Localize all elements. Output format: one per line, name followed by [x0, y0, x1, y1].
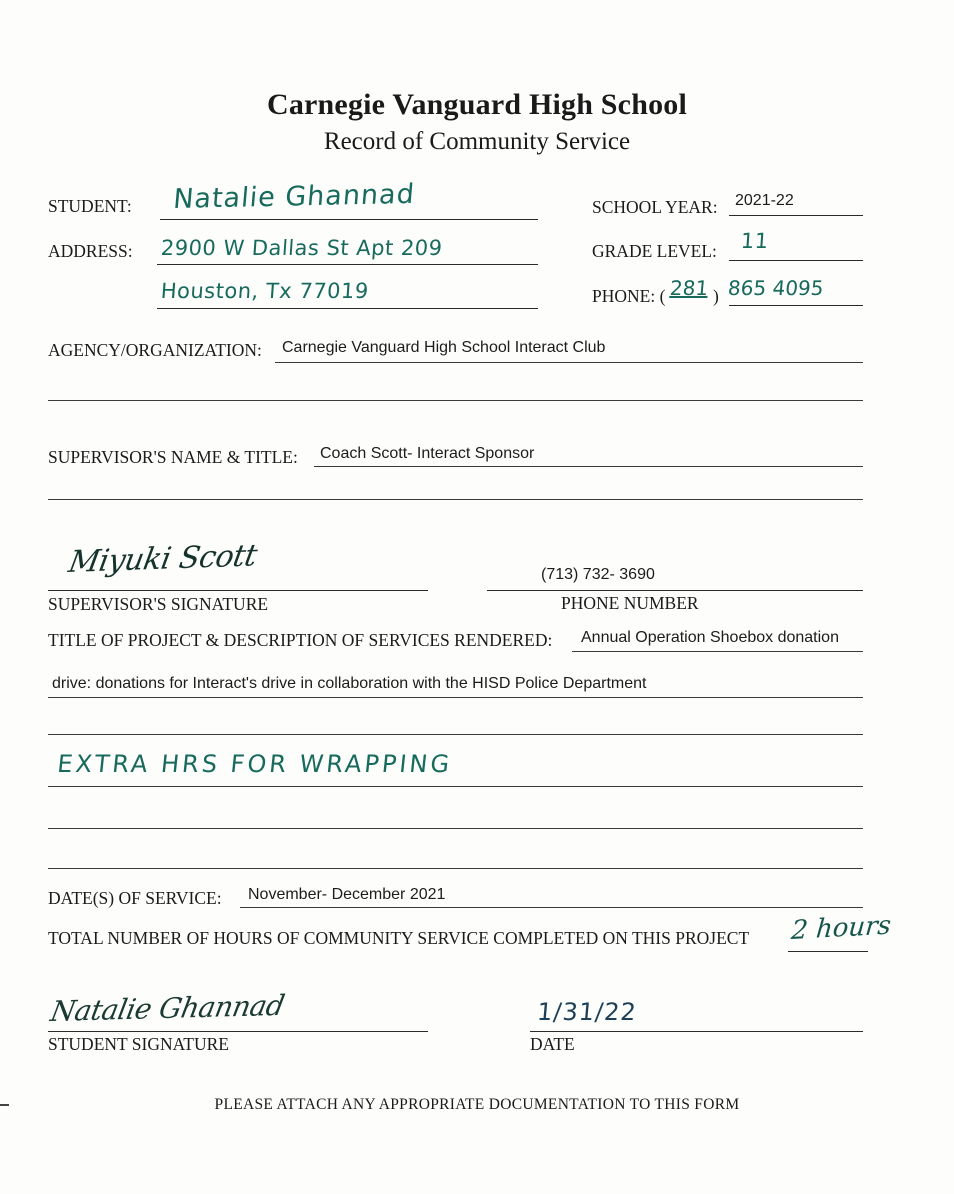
total-hours-rule	[788, 951, 868, 952]
label-project-title: TITLE OF PROJECT & DESCRIPTION OF SERVICES RENDERED:	[48, 630, 553, 650]
address-line2-rule	[157, 308, 538, 309]
student-name-rule	[160, 219, 538, 220]
dates-of-service-value: November- December 2021	[248, 886, 446, 903]
label-supervisor-name-title: SUPERVISOR'S NAME & TITLE:	[48, 447, 298, 467]
project-line3-handwritten-value: EXTRA HRS FOR WRAPPING	[56, 750, 454, 778]
footer-note: PLEASE ATTACH ANY APPROPRIATE DOCUMENTATION TO THIS FORM	[214, 1096, 740, 1113]
supervisor-phone-value: (713) 732- 3690	[541, 566, 655, 583]
form-subtitle: Record of Community Service	[323, 128, 631, 155]
project-rule-1	[572, 651, 863, 652]
label-agency: AGENCY/ORGANIZATION:	[48, 340, 262, 360]
label-phone-number: PHONE NUMBER	[561, 593, 699, 613]
label-total-hours: TOTAL NUMBER OF HOURS OF COMMUNITY SERVICE COMPLETED ON THIS PROJECT	[48, 928, 750, 948]
label-dates-of-service: DATE(S) OF SERVICE:	[48, 888, 222, 908]
project-rule-2	[48, 697, 863, 698]
phone-rest-value: 865 4095	[727, 276, 825, 300]
address-line1-rule	[157, 264, 538, 265]
label-grade-level: GRADE LEVEL:	[592, 241, 717, 261]
scan-edge-mark	[0, 1104, 9, 1106]
phone-rule	[729, 305, 863, 306]
page-title: Carnegie Vanguard High School	[266, 88, 688, 121]
project-rule-4	[48, 786, 863, 787]
label-address: ADDRESS:	[48, 241, 133, 261]
label-phone: PHONE: (	[592, 286, 666, 306]
project-line1-value: Annual Operation Shoebox donation	[581, 629, 839, 646]
school-year-value: 2021-22	[735, 192, 794, 209]
agency-value: Carnegie Vanguard High School Interact Club	[282, 339, 606, 356]
label-student-signature: STUDENT SIGNATURE	[48, 1034, 229, 1054]
project-rule-6	[48, 868, 863, 869]
grade-level-rule	[729, 260, 863, 261]
supervisor-phone-rule	[487, 590, 863, 591]
agency-rule-2	[48, 400, 863, 401]
agency-rule-1	[275, 362, 863, 363]
school-year-rule	[729, 215, 863, 216]
supervisor-signature-rule	[48, 590, 428, 591]
supervisor-rule-2	[48, 499, 863, 500]
dates-of-service-rule	[240, 907, 863, 908]
student-name-value: Natalie Ghannad	[172, 178, 417, 215]
supervisor-value: Coach Scott- Interact Sponsor	[320, 445, 535, 462]
project-line2-value: drive: donations for Interact's drive in collaboration with the HISD Police Department	[52, 675, 647, 692]
date-rule	[530, 1031, 863, 1032]
label-student: STUDENT:	[48, 196, 132, 216]
label-school-year: SCHOOL YEAR:	[592, 197, 718, 217]
date-signed-value: 1/31/22	[536, 998, 638, 1026]
label-supervisor-signature: SUPERVISOR'S SIGNATURE	[48, 594, 269, 614]
project-rule-5	[48, 828, 863, 829]
address-line2-value: Houston, Tx 77019	[160, 279, 370, 303]
student-signature-value: Natalie Ghannad	[48, 988, 287, 1028]
student-signature-rule	[48, 1031, 428, 1032]
phone-area-value: 281	[669, 276, 710, 300]
grade-level-value: 11	[740, 229, 770, 253]
supervisor-signature-value: Miyuki Scott	[66, 538, 260, 580]
label-date: DATE	[530, 1034, 575, 1054]
supervisor-rule-1	[314, 466, 863, 467]
label-phone-paren-close: )	[713, 286, 719, 306]
total-hours-value: 2 hours	[790, 910, 893, 946]
project-rule-3	[48, 734, 863, 735]
address-line1-value: 2900 W Dallas St Apt 209	[160, 236, 444, 260]
